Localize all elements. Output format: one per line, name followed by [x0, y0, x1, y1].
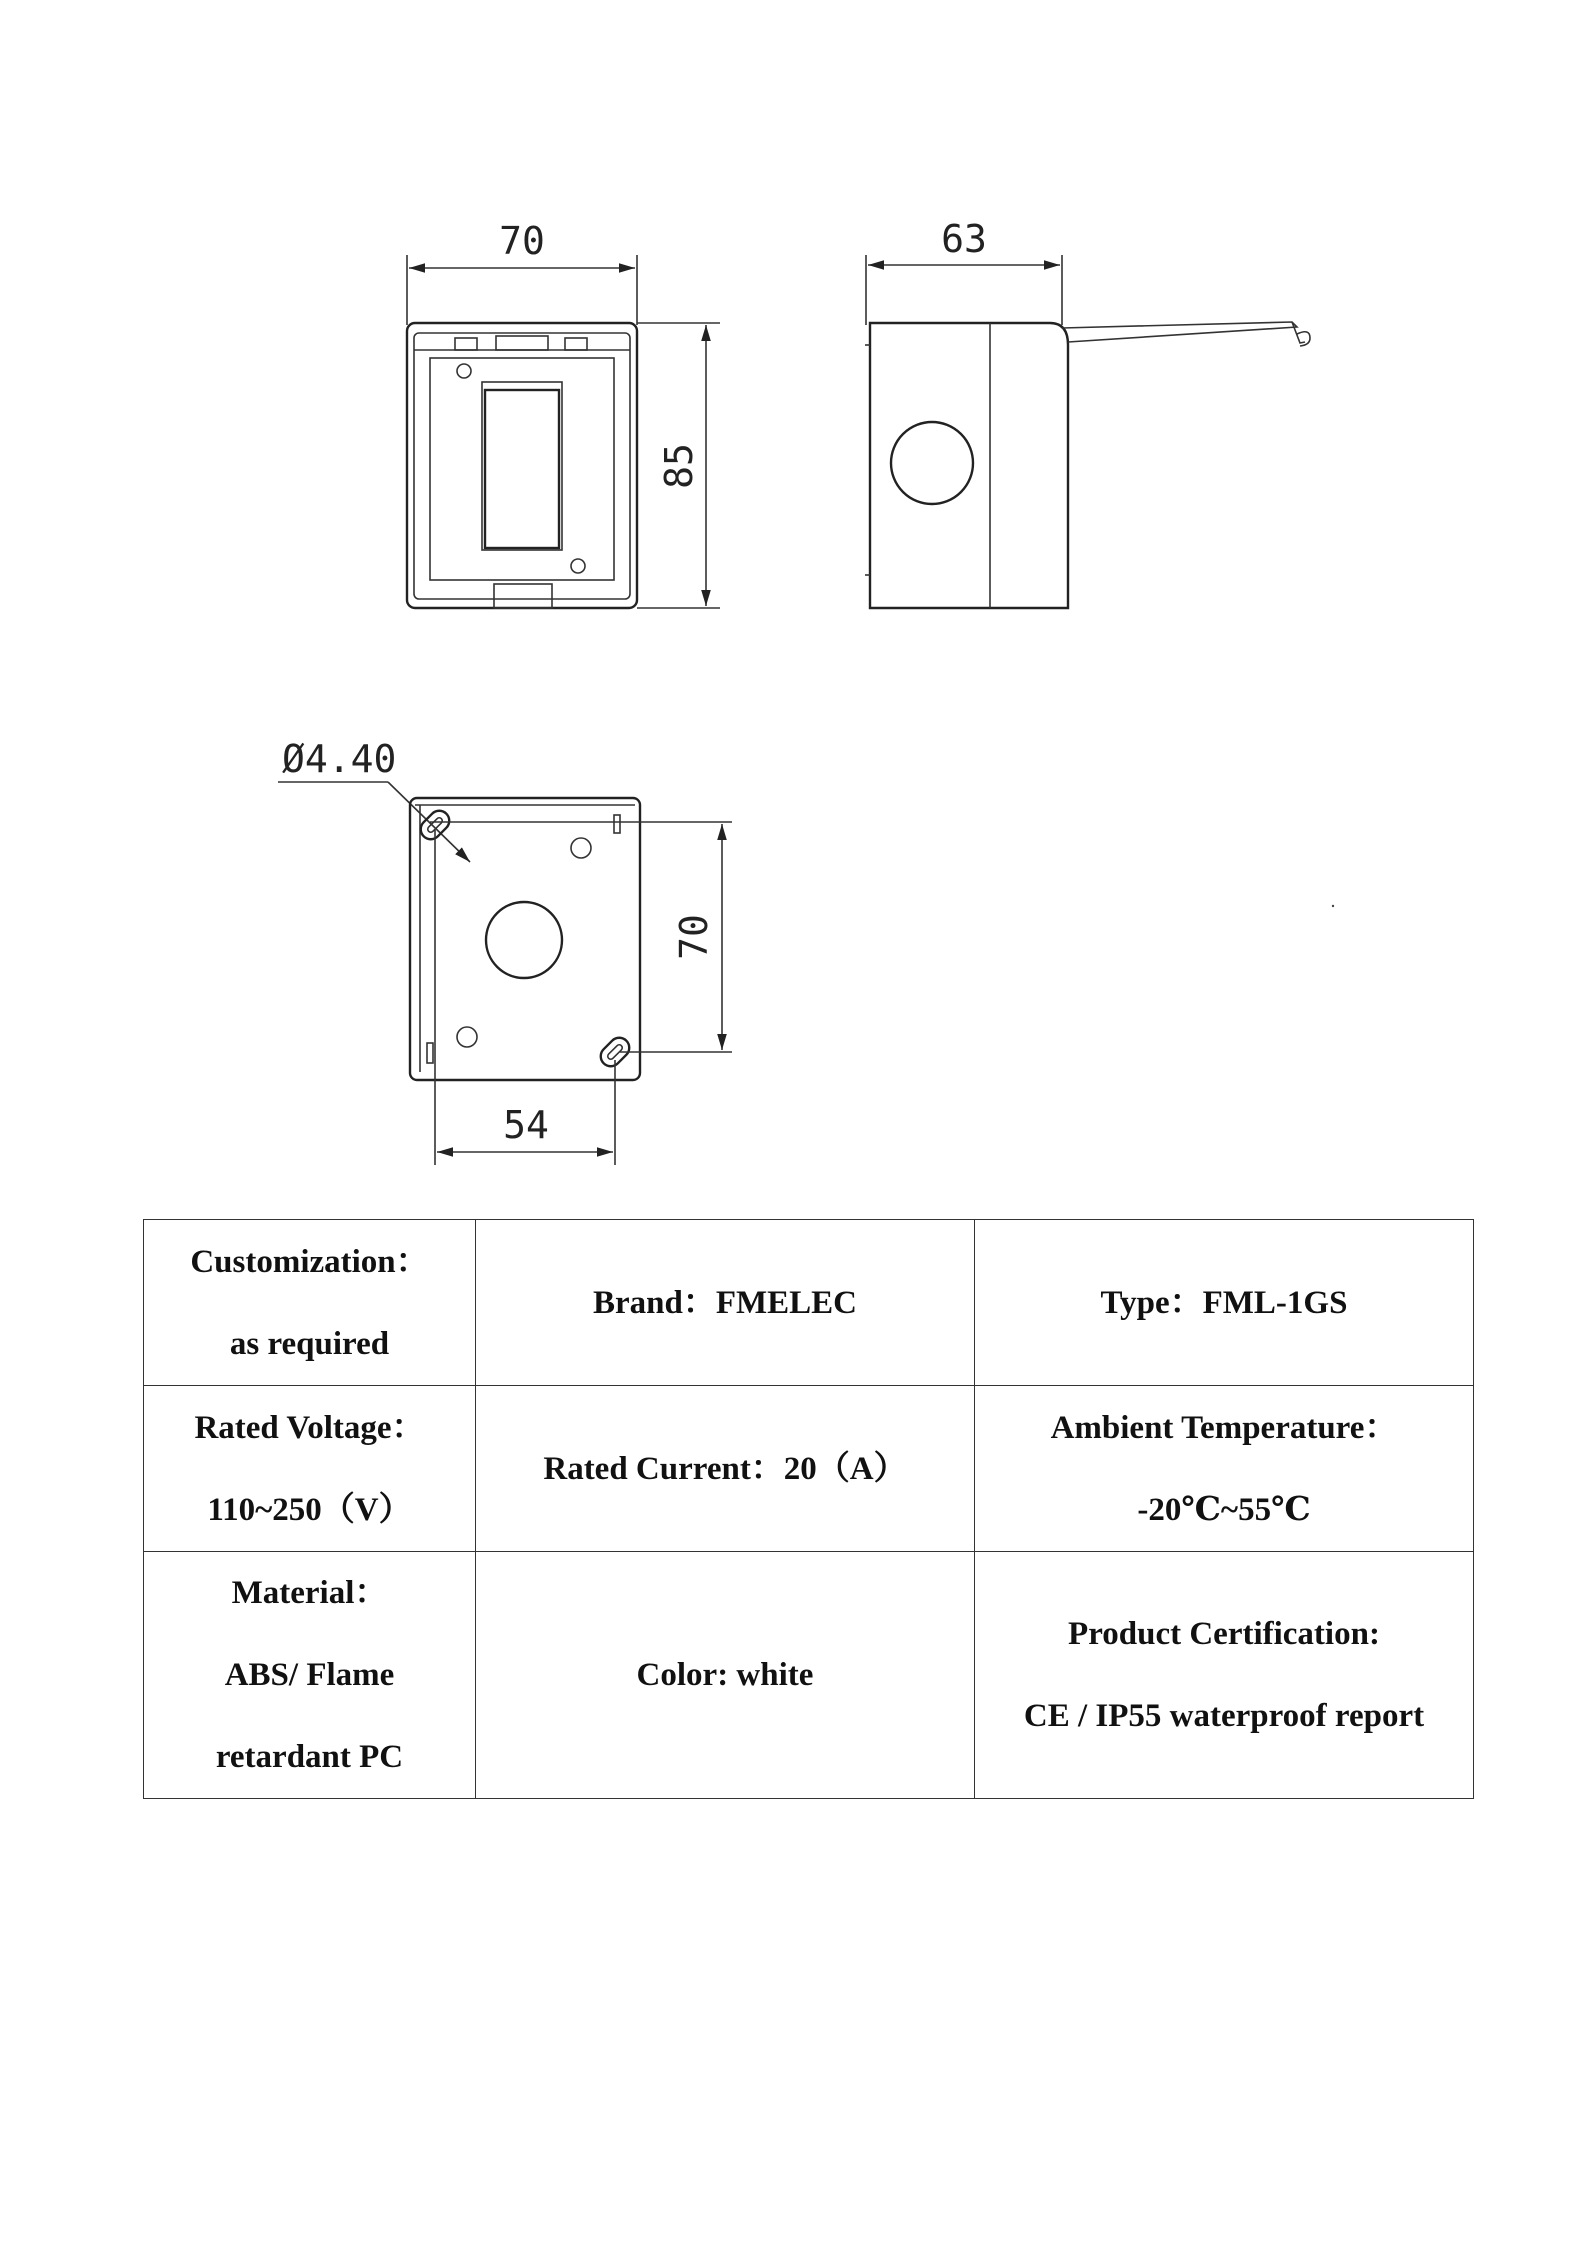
certification-cell — [975, 1552, 1474, 1799]
material-label: Material： — [231, 1575, 388, 1611]
rated-current-text: Rated Current：20（A） — [543, 1450, 907, 1487]
front-view — [407, 219, 720, 608]
ambient-temperature-value: -20℃~55℃ — [1137, 1491, 1311, 1528]
brand-text: Brand：FMELEC — [592, 1284, 858, 1321]
rated-voltage-label: Rated Voltage： — [194, 1409, 425, 1446]
rated-voltage-value: 110~250（V） — [207, 1491, 412, 1528]
customization-cell — [144, 1220, 476, 1386]
hole-diameter-label: Ø4.40 — [282, 737, 397, 781]
spec-table — [143, 1219, 1474, 1799]
ambient-temperature-cell — [975, 1386, 1474, 1552]
customization-value: as required — [229, 1325, 390, 1362]
type-text: Type：FML-1GS — [1100, 1284, 1348, 1321]
table-row — [144, 1220, 1474, 1386]
color-cell — [476, 1552, 975, 1799]
type-cell — [975, 1220, 1474, 1386]
certification-label: Product Certification: — [1068, 1616, 1380, 1652]
mount-width-label: 54 — [503, 1103, 549, 1147]
rated-current-cell — [476, 1386, 975, 1552]
material-line1: ABS/ Flame — [224, 1657, 395, 1693]
rated-voltage-cell — [144, 1386, 476, 1552]
side-depth-label: 63 — [941, 217, 987, 261]
table-row — [144, 1386, 1474, 1552]
certification-value: CE / IP55 waterproof report — [1023, 1698, 1425, 1734]
customization-label: Customization： — [190, 1243, 429, 1280]
mount-height-label: 70 — [672, 914, 716, 960]
table-row — [144, 1552, 1474, 1799]
front-width-label: 70 — [499, 219, 545, 263]
material-cell — [144, 1552, 476, 1799]
ambient-temperature-label: Ambient Temperature： — [1050, 1409, 1398, 1446]
side-view — [865, 217, 1310, 608]
color-text: Color: white — [636, 1657, 814, 1693]
material-line2: retardant PC — [215, 1739, 404, 1775]
mounting-view — [278, 737, 732, 1165]
front-height-label: 85 — [657, 443, 701, 489]
brand-cell — [476, 1220, 975, 1386]
